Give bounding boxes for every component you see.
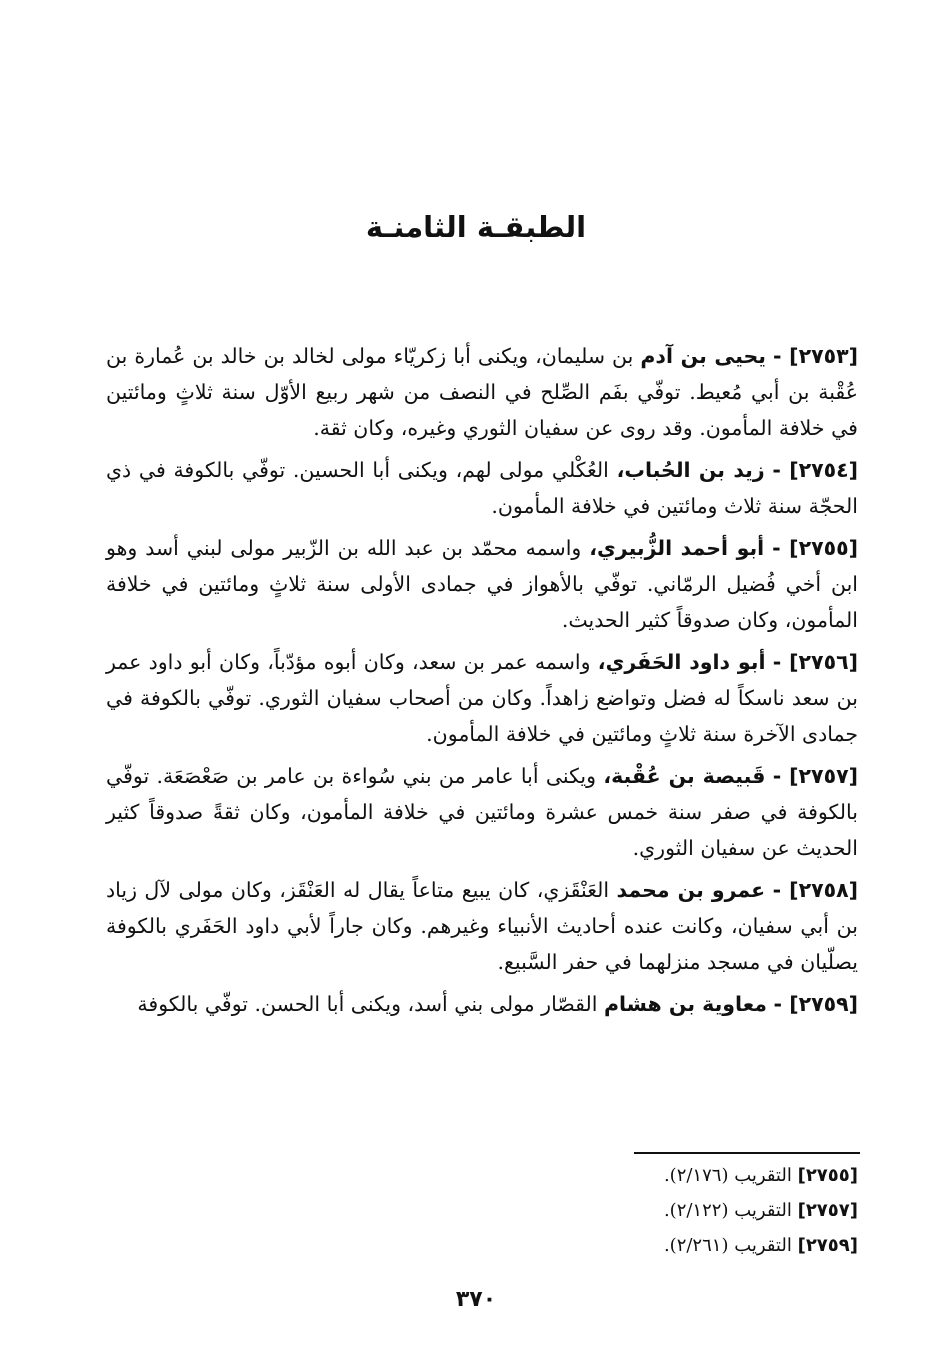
footnote-2757 <box>400 1193 858 1228</box>
entry-number: [٢٧٥٩] - <box>773 992 858 1016</box>
section-heading: الطبقـة الثامنـة <box>365 210 587 244</box>
footnotes <box>400 1158 858 1263</box>
footnote-divider <box>634 1152 860 1154</box>
entry-number: [٢٧٥٣] - <box>773 344 858 368</box>
entry-number: [٢٧٥٧] - <box>772 764 858 788</box>
entry-text: ويكنى أبا عامر من بني سُواءة بن عامر بن صَعْصَعَة. توفّي بالكوفة في صفر سنة خمس عشرة ومائتين في خلافة المأمون، وكان ثقةً صدوقاً كثير الحديث عن سفيان الثوري. <box>106 764 858 860</box>
footnote-number: [٢٧٥٧] <box>797 1200 858 1221</box>
footnote-text: التقريب (٢/١٧٦). <box>663 1165 792 1186</box>
footnote-text: التقريب (٢/١٢٢). <box>663 1200 792 1221</box>
entry-name: عمرو بن محمد <box>616 878 766 902</box>
footnote-2755 <box>400 1158 858 1193</box>
entry-2753 <box>106 338 858 446</box>
entry-number: [٢٧٥٤] - <box>772 458 859 482</box>
entry-name: قَبيصة بن عُقْبة، <box>603 764 766 788</box>
biography-entries <box>106 338 858 1028</box>
entry-name: أبو أحمد الزُّبيري، <box>589 536 765 560</box>
entry-text: العُكْلي مولى لهم، ويكنى أبا الحسين. توفّي بالكوفة في ذي الحجّة سنة ثلاث ومائتين في خلافة المأمون. <box>106 458 858 518</box>
entry-name: معاوية بن هشام <box>603 992 768 1016</box>
entry-text: بن سليمان، ويكنى أبا زكريّاء مولى لخالد بن خالد بن عُمارة بن عُقْبة بن أبي مُعيط. توفّي بفَم الصِّلح في النصف من شهر ربيع الأوّل سنة ثلاثٍ ومائتين في خلافة المأمون. وقد روى عن سفيان الثوري وغيره، وكان ثقة. <box>106 344 858 440</box>
footnote-number: [٢٧٥٩] <box>797 1235 858 1256</box>
entry-number: [٢٧٥٦] - <box>772 650 858 674</box>
footnote-text: التقريب (٢/٢٦١). <box>663 1235 792 1256</box>
entry-2758 <box>106 872 858 980</box>
entry-text: واسمه عمر بن سعد، وكان أبوه مؤدّباً، وكان أبو داود عمر بن سعد ناسكاً له فضل وتواضع زاهداً. وكان من أصحاب سفيان الثوري. توفّي بالكوفة في جمادى الآخرة سنة ثلاثٍ ومائتين في خلافة المأمون. <box>106 650 858 746</box>
entry-number: [٢٧٥٨] - <box>772 878 858 902</box>
entry-2755 <box>106 530 858 638</box>
entry-2759 <box>106 986 858 1022</box>
entry-text: واسمه محمّد بن عبد الله بن الزّبير مولى لبني أسد وهو ابن أخي فُضيل الرمّاني. توفّي بالأهواز في جمادى الأولى سنة ثلاثٍ ومائتين في خلافة المأمون، وكان صدوقاً كثير الحديث. <box>106 536 858 632</box>
entry-name: يحيى بن آدم <box>640 344 766 368</box>
entry-name: أبو داود الحَفَري، <box>597 650 766 674</box>
entry-number: [٢٧٥٥] - <box>772 536 858 560</box>
page-number: ٣٧٠ <box>455 1287 497 1312</box>
entry-2756 <box>106 644 858 752</box>
entry-2754 <box>106 452 858 524</box>
entry-text: القصّار مولى بني أسد، ويكنى أبا الحسن. توفّي بالكوفة <box>137 992 598 1016</box>
footnote-2759 <box>400 1228 858 1263</box>
entry-text: العَنْقَزي، كان يبيع متاعاً يقال له العَنْقَز، وكان مولى لآل زياد بن أبي سفيان، وكانت عنده أحاديث الأنبياء وغيرهم. وكان جاراً لأبي داود الحَفَري بالكوفة يصلّيان في مسجد منزلهما في حفر السَّبيع. <box>106 878 858 974</box>
entry-name: زيد بن الحُباب، <box>616 458 765 482</box>
entry-2757 <box>106 758 858 866</box>
footnote-number: [٢٧٥٥] <box>797 1165 858 1186</box>
